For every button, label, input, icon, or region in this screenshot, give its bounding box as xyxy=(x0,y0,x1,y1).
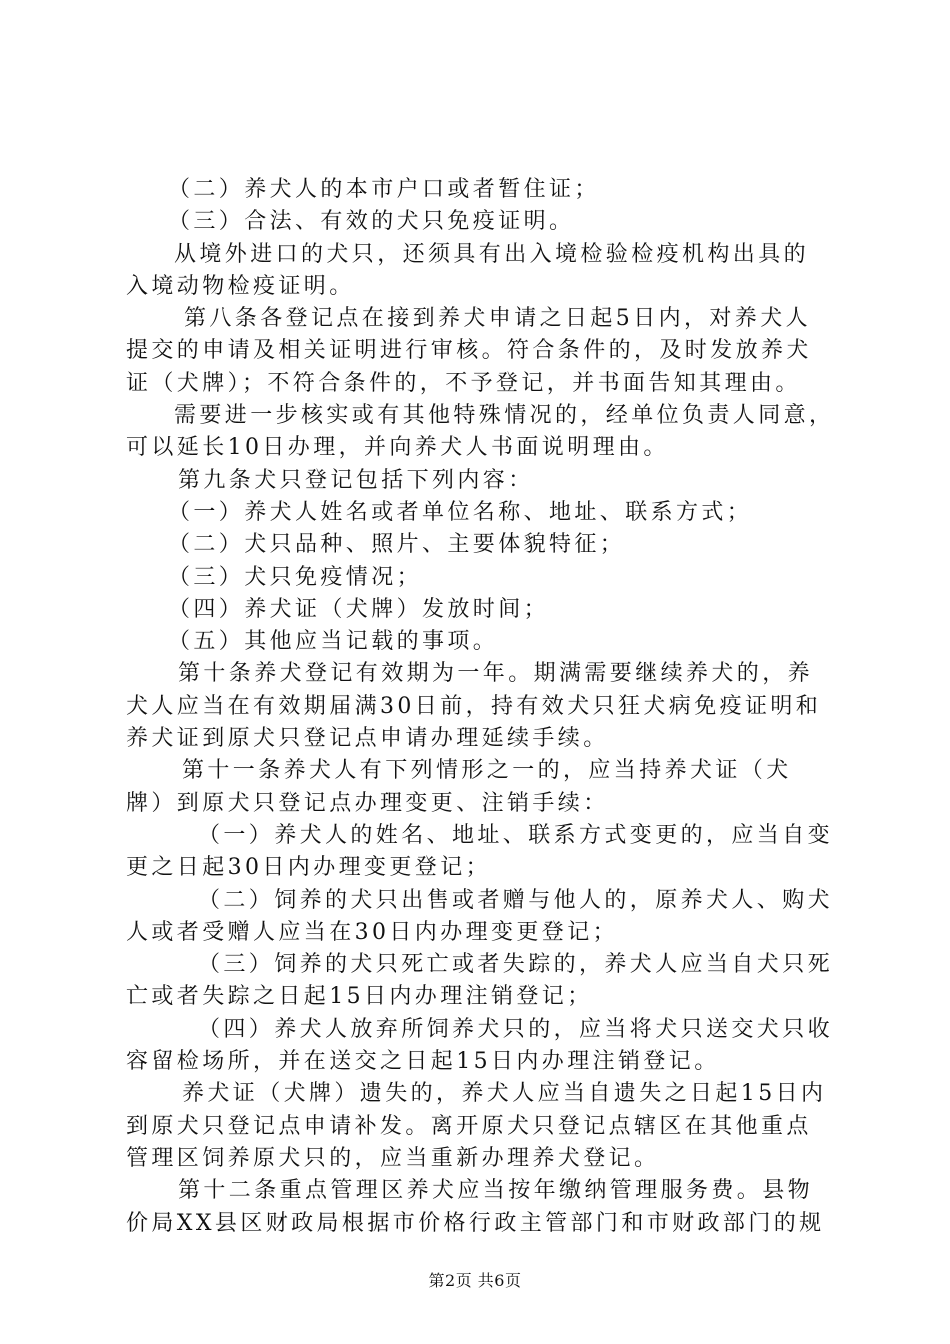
text-line: 第十条养犬登记有效期为一年。期满需要继续养犬的，养 xyxy=(178,661,814,687)
text-line: 到原犬只登记点申请补发。离开原犬只登记点辖区在其他重点 xyxy=(126,1113,812,1139)
text-line: 牌）到原犬只登记点办理变更、注销手续： xyxy=(126,790,609,816)
page-number-footer: 第2页 共6页 xyxy=(428,1271,522,1290)
text-line: 价局XX县区财政局根据市价格行政主管部门和市财政部门的规 xyxy=(126,1210,825,1236)
text-line: （二）养犬人的本市户口或者暂住证； xyxy=(168,177,600,202)
text-line: 需要进一步核实或有其他特殊情况的，经单位负责人同意， xyxy=(174,403,835,429)
text-line: （四）养犬人放弃所饲养犬只的，应当将犬只送交犬只收 xyxy=(198,1016,834,1042)
text-line: 从境外进口的犬只，还须具有出入境检验检疫机构出具的 xyxy=(174,241,810,267)
document-body xyxy=(126,174,846,1240)
text-line: 养犬证（犬牌）遗失的，养犬人应当自遗失之日起15日内 xyxy=(182,1081,827,1107)
text-line: 证（犬牌）；不符合条件的，不予登记，并书面告知其理由。 xyxy=(126,370,801,396)
text-line: （三）犬只免疫情况； xyxy=(168,564,423,590)
text-line: 人或者受赠人应当在30日内办理变更登记； xyxy=(126,919,618,945)
text-line: （一）养犬人姓名或者单位名称、地址、联系方式； xyxy=(168,499,753,525)
text-line: 第十二条重点管理区养犬应当按年缴纳管理服务费。县物 xyxy=(178,1178,814,1204)
text-line: 第九条犬只登记包括下列内容： xyxy=(178,467,534,493)
text-line: 养犬证到原犬只登记点申请办理延续手续。 xyxy=(126,726,609,752)
text-line: 更之日起30日内办理变更登记； xyxy=(126,855,491,881)
text-line: 入境动物检疫证明。 xyxy=(126,273,355,299)
text-line: （五）其他应当记载的事项。 xyxy=(168,629,499,655)
text-line: 容留检场所，并在送交之日起15日内办理注销登记。 xyxy=(126,1049,720,1075)
text-line: 提交的申请及相关证明进行审核。符合条件的，及时发放养犬 xyxy=(126,338,812,364)
text-line: 第十一条养犬人有下列情形之一的，应当持养犬证（犬 xyxy=(182,758,792,784)
text-line: （二）犬只品种、照片、主要体貌特征； xyxy=(168,532,626,558)
text-line: 第八条各登记点在接到养犬申请之日起5日内，对养犬人 xyxy=(184,306,811,332)
text-line: （三）饲养的犬只死亡或者失踪的，养犬人应当自犬只死 xyxy=(198,952,834,978)
text-line: 管理区饲养原犬只的，应当重新办理养犬登记。 xyxy=(126,1145,660,1171)
text-line: 犬人应当在有效期届满30日前，持有效犬只狂犬病免疫证明和 xyxy=(126,693,822,719)
text-line: （四）养犬证（犬牌）发放时间； xyxy=(168,596,550,622)
text-line: 可以延长10日办理，并向养犬人书面说明理由。 xyxy=(126,435,669,461)
text-line: 亡或者失踪之日起15日内办理注销登记； xyxy=(126,984,593,1010)
text-line: （三）合法、有效的犬只免疫证明。 xyxy=(168,209,575,235)
text-line: （二）饲养的犬只出售或者赠与他人的，原养犬人、购犬 xyxy=(198,887,834,913)
text-line: （一）养犬人的姓名、地址、联系方式变更的，应当自变 xyxy=(198,822,834,848)
